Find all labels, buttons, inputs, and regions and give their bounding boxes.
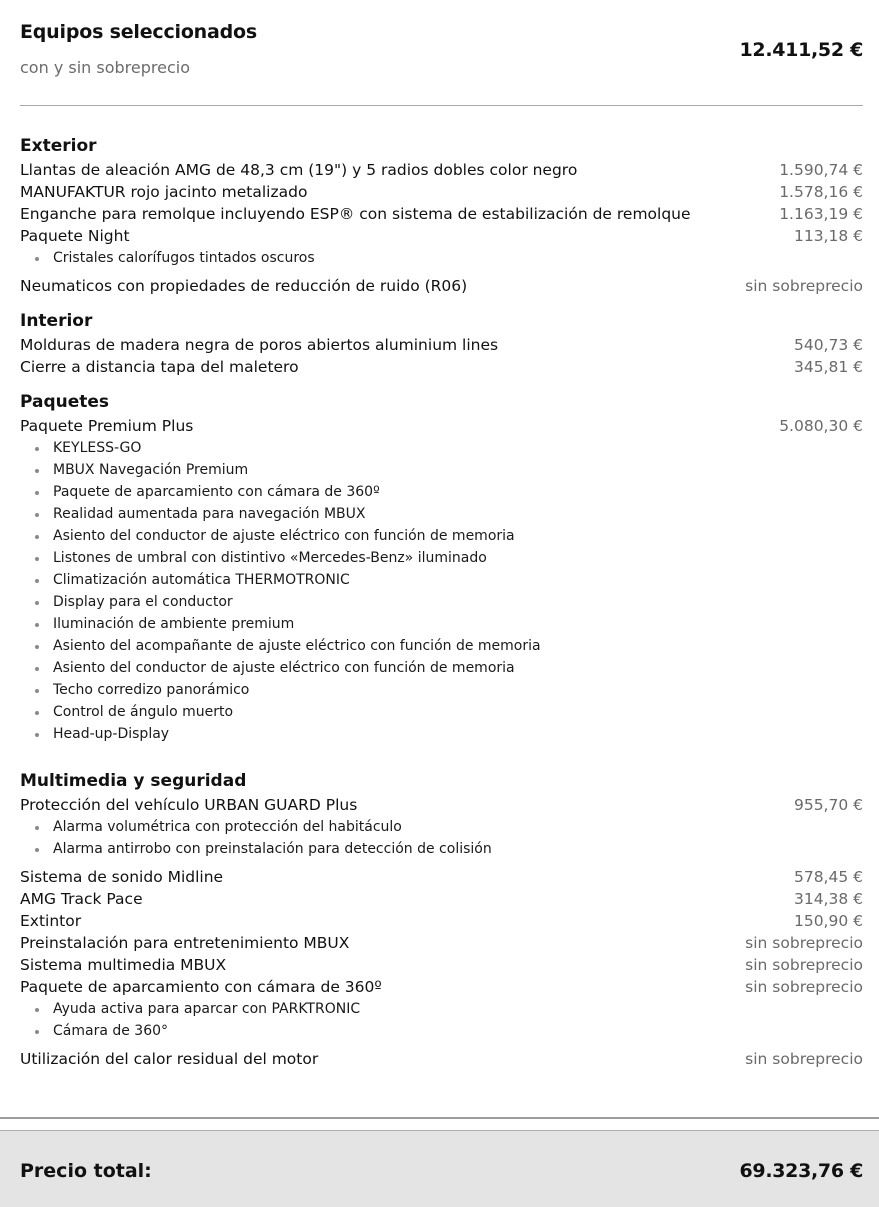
sub-item-list [20, 437, 863, 745]
sub-item: KEYLESS-GO [20, 437, 863, 459]
item-price: 113,18 € [793, 227, 863, 245]
sub-item: Realidad aumentada para navegación MBUX [20, 503, 863, 525]
list-item [20, 794, 863, 816]
header-divider [20, 105, 863, 106]
item-label: Sistema multimedia MBUX [20, 956, 227, 974]
list-item [20, 181, 863, 203]
item-label: Llantas de aleación AMG de 48,3 cm (19") y 5 radios dobles color negro [20, 161, 578, 179]
item-label: AMG Track Pace [20, 890, 143, 908]
item-label: Enganche para remolque incluyendo ESP® con sistema de estabilización de remolque [20, 205, 691, 223]
item-label: Protección del vehículo URBAN GUARD Plus [20, 796, 358, 814]
total-price-value: 69.323,76 € [739, 1160, 863, 1182]
list-item [20, 225, 863, 247]
list-item [20, 910, 863, 932]
list-item [20, 976, 863, 998]
list-item [20, 159, 863, 181]
sub-item: Head-up-Display [20, 723, 863, 745]
sub-item: Alarma volumétrica con protección del habitáculo [20, 816, 863, 838]
sub-item: Cámara de 360° [20, 1020, 863, 1042]
section-exterior [20, 133, 863, 297]
page-title: Equipos seleccionados [20, 21, 257, 43]
item-price: sin sobreprecio [745, 934, 863, 952]
sub-item: Techo corredizo panorámico [20, 679, 863, 701]
section-interior [20, 308, 863, 378]
sub-item-list [20, 998, 863, 1042]
item-price: 578,45 € [793, 868, 863, 886]
page-subtitle: con y sin sobreprecio [20, 58, 190, 77]
item-price: 345,81 € [793, 358, 863, 376]
item-label: Paquete Premium Plus [20, 417, 194, 435]
total-price-label: Precio total: [20, 1160, 152, 1182]
section-multimedia-security [20, 768, 863, 1070]
item-label: Sistema de sonido Midline [20, 868, 224, 886]
item-label: Cierre a distancia tapa del maletero [20, 358, 299, 376]
item-label: Molduras de madera negra de poros abiertos aluminium lines [20, 336, 499, 354]
item-price: 1.578,16 € [779, 183, 863, 201]
list-item [20, 954, 863, 976]
sub-item: Cristales calorífugos tintados oscuros [20, 247, 863, 269]
item-price: sin sobreprecio [745, 978, 863, 996]
list-item [20, 866, 863, 888]
sub-item: Climatización automática THERMOTRONIC [20, 569, 863, 591]
item-label: Paquete Night [20, 227, 130, 245]
list-item [20, 334, 863, 356]
item-price: 5.080,30 € [779, 417, 863, 435]
item-price: sin sobreprecio [745, 277, 863, 295]
item-price: 955,70 € [793, 796, 863, 814]
sub-item-list [20, 247, 863, 269]
list-item [20, 275, 863, 297]
item-label: Utilización del calor residual del motor [20, 1050, 319, 1068]
list-item [20, 888, 863, 910]
item-price: 314,38 € [793, 890, 863, 908]
item-label: Neumaticos con propiedades de reducción de ruido (R06) [20, 277, 468, 295]
sub-item: Ayuda activa para aparcar con PARKTRONIC [20, 998, 863, 1020]
item-price: 540,73 € [793, 336, 863, 354]
sub-item-list [20, 816, 863, 860]
item-label: Preinstalación para entretenimiento MBUX [20, 934, 350, 952]
sub-item: Asiento del conductor de ajuste eléctrico con función de memoria [20, 657, 863, 679]
item-price: 1.163,19 € [779, 205, 863, 223]
summary-header [20, 0, 863, 106]
sub-item: Iluminación de ambiente premium [20, 613, 863, 635]
item-label: Paquete de aparcamiento con cámara de 360º [20, 978, 382, 996]
sub-item: Alarma antirrobo con preinstalación para detección de colisión [20, 838, 863, 860]
equipment-total-price: 12.411,52 € [739, 39, 863, 61]
equipment-list [20, 133, 863, 1081]
section-packages [20, 389, 863, 745]
item-price: sin sobreprecio [745, 956, 863, 974]
list-item [20, 203, 863, 225]
sub-item: Asiento del conductor de ajuste eléctrico con función de memoria [20, 525, 863, 547]
list-item [20, 415, 863, 437]
sub-item: Display para el conductor [20, 591, 863, 613]
item-label: Extintor [20, 912, 82, 930]
item-price: 150,90 € [793, 912, 863, 930]
sub-item: Asiento del acompañante de ajuste eléctrico con función de memoria [20, 635, 863, 657]
list-item [20, 356, 863, 378]
item-label: MANUFAKTUR rojo jacinto metalizado [20, 183, 308, 201]
list-item [20, 932, 863, 954]
sub-item: Control de ángulo muerto [20, 701, 863, 723]
footer-divider [0, 1117, 879, 1119]
section-title: Interior [20, 311, 93, 331]
total-price-bar [0, 1130, 879, 1207]
section-title: Exterior [20, 136, 97, 156]
sub-item: MBUX Navegación Premium [20, 459, 863, 481]
item-price: 1.590,74 € [779, 161, 863, 179]
item-price: sin sobreprecio [745, 1050, 863, 1068]
list-item [20, 1048, 863, 1070]
sub-item: Paquete de aparcamiento con cámara de 360º [20, 481, 863, 503]
sub-item: Listones de umbral con distintivo «Mercedes-Benz» iluminado [20, 547, 863, 569]
section-title: Multimedia y seguridad [20, 771, 247, 791]
section-title: Paquetes [20, 392, 110, 412]
